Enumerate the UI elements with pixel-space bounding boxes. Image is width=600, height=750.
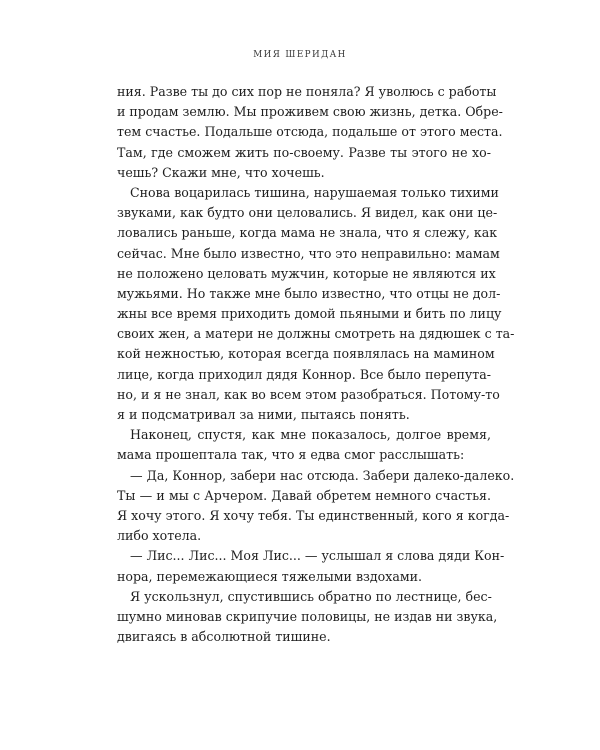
text-line: своих жен, а матери не должны смотреть на дядюшек с та- [117, 326, 515, 342]
text-line: мужьями. Но также мне было известно, что отцы не дол- [117, 285, 501, 301]
text-line: но, и я не знал, как во всем этом разобраться. Потому-то [117, 386, 500, 402]
text-line: сейчас. Мне было известно, что это неправильно: мамам [117, 245, 500, 261]
text-line: нора, перемежающиеся тяжелыми вздохами. [117, 568, 423, 584]
text-line: не положено целовать мужчин, которые не являются их [117, 265, 496, 281]
text-line: ния. Разве ты до сих пор не поняла? Я уволюсь с работы [117, 84, 497, 99]
text-line: ловались раньше, когда мама не знала, что я слежу, как [117, 225, 498, 241]
text-line: — Лис... Лис... Моя Лис... — услышал я слова дяди Кон- [130, 548, 505, 564]
running-head-author: МИЯ ШЕРИДАН [253, 50, 347, 60]
text-line: кой нежностью, которая всегда появлялась на мамином [117, 346, 495, 362]
text-line: я и подсматривал за ними, пытаясь понять. [117, 407, 410, 422]
text-line: двигаясь в абсолютной тишине. [117, 629, 331, 645]
text-line: лице, когда приходил дядя Коннор. Все было перепута- [117, 366, 491, 382]
text-line: тем счастье. Подальше отсюда, подальше от этого места. [117, 124, 503, 140]
text-line: чешь? Скажи мне, что хочешь. [117, 164, 325, 180]
text-line: Там, где сможем жить по-своему. Разве ты этого не хо- [117, 144, 491, 160]
text-line: мама прошептала так, что я едва смог расслышать: [117, 447, 465, 463]
text-line: Ты — и мы с Арчером. Давай обретем немного счастья. [117, 487, 491, 503]
text-line: жны все время приходить домой пьяными и бить по лицу [117, 306, 502, 322]
text-line: — Да, Коннор, забери нас отсюда. Забери далеко-далеко. [130, 467, 515, 483]
text-line: шумно миновав скрипучие половицы, не издав ни звука, [117, 608, 498, 624]
body-text [117, 82, 515, 647]
text-line: и продам землю. Мы проживем свою жизнь, детка. Обре- [117, 104, 503, 120]
text-line: Снова воцарилась тишина, нарушаемая только тихими [130, 184, 499, 200]
text-line: Я ускользнул, спустившись обратно по лестнице, бес- [130, 588, 492, 604]
text-line: либо хотела. [117, 528, 202, 544]
text-line: Я хочу этого. Я хочу тебя. Ты единственный, кого я когда- [117, 507, 510, 523]
text-line: звуками, как будто они целовались. Я видел, как они це- [117, 205, 498, 221]
text-line: Наконец, спустя, как мне показалось, долгое время, [130, 427, 491, 443]
